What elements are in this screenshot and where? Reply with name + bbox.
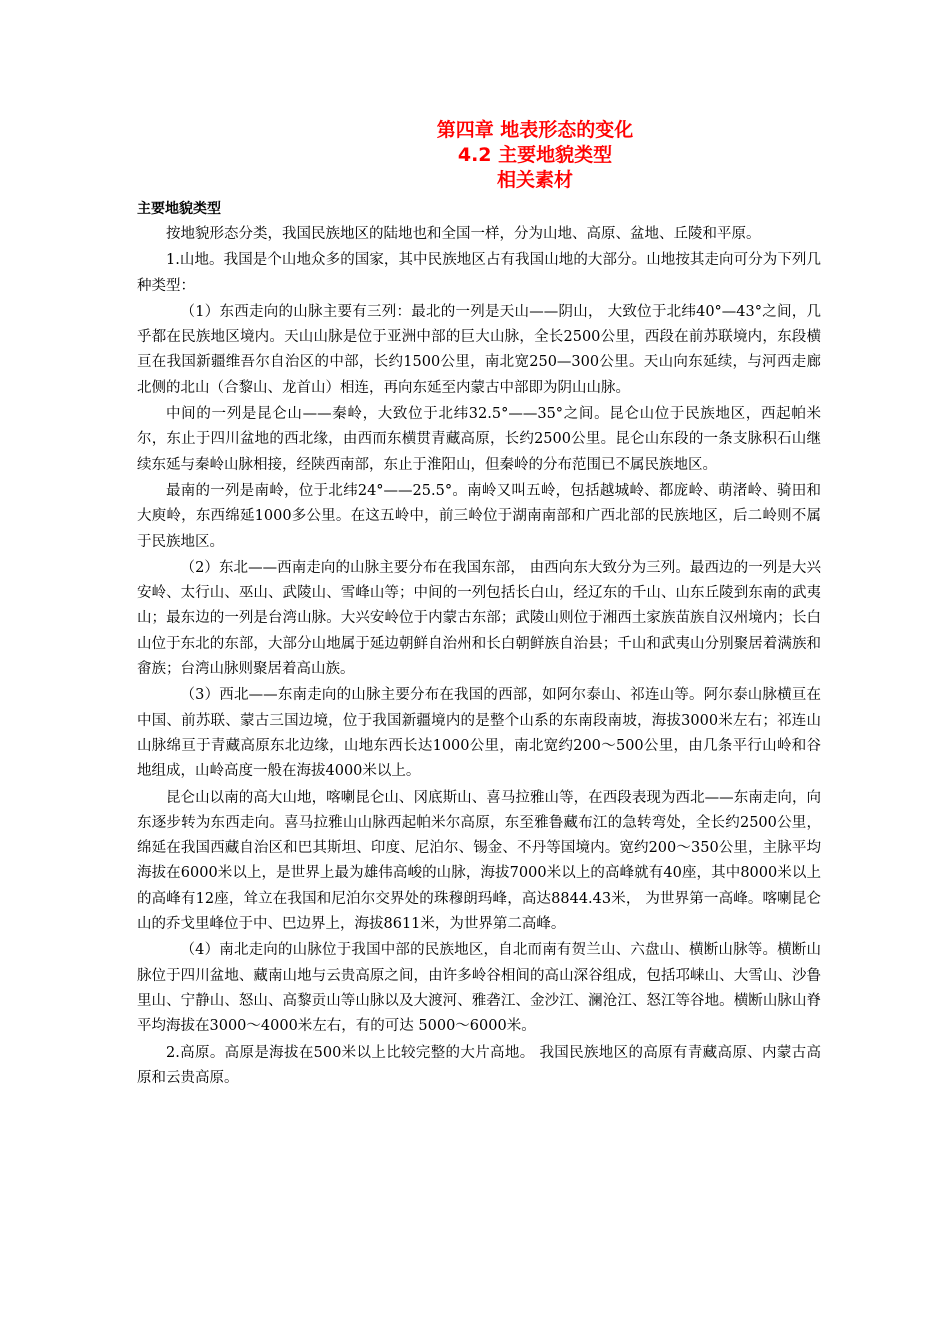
paragraph: 按地貌形态分类，我国民族地区的陆地也和全国一样，分为山地、高原、盆地、丘陵和平原。 xyxy=(166,226,761,242)
document-body xyxy=(137,197,821,1091)
title-block xyxy=(0,118,950,193)
section-title: 4.2 主要地貌类型 xyxy=(457,144,613,166)
paragraph: 最南的一列是南岭，位于北纬24°——25.5°。南岭又叫五岭，包括越城岭、都庞岭、萌渚岭、骑田和大庾岭，东西绵延1000多公里。在这五岭中，前三岭位于湖南南部和广西北部的民族地区，后二岭则不属于民族地区。 xyxy=(137,482,821,550)
paragraph: （3）西北——东南走向的山脉主要分布在我国的西部，如阿尔泰山、祁连山等。阿尔泰山脉横亘在中国、前苏联、蒙古三国边境，位于我国新疆境内的是整个山系的东南段南坡，海拔3000米左右；祁连山山脉绵亘于青藏高原东北边缘，山地东西长达1000公里，南北宽约200～500公里，由几条平行山岭和谷地组成，山岭高度一般在海拔4000米以上。 xyxy=(137,687,821,780)
paragraph: 昆仑山以南的高大山地，喀喇昆仑山、冈底斯山、喜马拉雅山等，在西段表现为西北——东南走向，向东逐步转为东西走向。喜马拉雅山山脉西起帕米尔高原，东至雅鲁藏布江的急转弯处，全长约2500公里，绵延在我国西藏自治区和巴其斯坦、印度、尼泊尔、锡金、不丹等国境内。宽约200～350公里，主脉平均海拔在6000米以上，是世界上最为雄伟高峻的山脉，海拔7000米以上的高峰就有40座，其中8000米以上的高峰有12座，耸立在我国和尼泊尔交界处的珠穆朗玛峰，高达8844.43米， 为世界第一高峰。喀喇昆仑山的乔戈里峰位于中、巴边界上，海拔8611米，为世界第二高峰。 xyxy=(137,789,821,933)
subtitle: 相关素材 xyxy=(496,169,573,191)
paragraph: （2）东北——西南走向的山脉主要分布在我国东部， 由西向东大致分为三列。最西边的一列是大兴安岭、太行山、巫山、武陵山、雪峰山等；中间的一列包括长白山，经辽东的千山、山东丘陵到东南的武夷山；最东边的一列是台湾山脉。大兴安岭位于内蒙古东部；武陵山则位于湘西土家族苗族自汉州境内；长白山位于东北的东部，大部分山地属于延边朝鲜自治州和长白朝鲜族自治县；千山和武夷山分别聚居着满族和畲族；台湾山脉则聚居着高山族。 xyxy=(137,559,821,678)
paragraph: （1）东西走向的山脉主要有三列：最北的一列是天山——阴山， 大致位于北纬40°—43°之间，几乎都在民族地区境内。天山山脉是位于亚洲中部的巨大山脉，全长2500公里，西段在前苏联境内，东段横亘在我国新疆维吾尔自治区的中部，长约1500公里，南北宽250—300公里。天山向东延续，与河西走廊北侧的北山（合黎山、龙首山）相连，再向东延至内蒙古中部即为阴山山脉。 xyxy=(137,303,821,396)
paragraph: （4）南北走向的山脉位于我国中部的民族地区，自北而南有贺兰山、六盘山、横断山脉等。横断山脉位于四川盆地、藏南山地与云贵高原之间，由许多岭谷相间的高山深谷组成，包括邛崃山、大雪山、沙鲁里山、宁静山、怒山、高黎贡山等山脉以及大渡河、雅砻江、金沙江、澜沧江、怒江等谷地。横断山脉山脊平均海拔在3000～4000米左右，有的可达 5000～6000米。 xyxy=(137,942,821,1035)
chapter-title: 第四章 地表形态的变化 xyxy=(436,119,634,141)
paragraph: 中间的一列是昆仑山——秦岭，大致位于北纬32.5°——35°之间。昆仑山位于民族地区，西起帕米尔，东止于四川盆地的西北缘，由西而东横贯青藏高原，长约2500公里。昆仑山东段的一条支脉积石山继续东延与秦岭山脉相接，经陕西南部，东止于淮阳山，但秦岭的分布范围已不属民族地区。 xyxy=(137,406,821,473)
paragraph: 2.高原。高原是海拔在500米以上比较完整的大片高地。 我国民族地区的高原有青藏高原、内蒙古高原和云贵高原。 xyxy=(137,1044,821,1086)
paragraph: 1.山地。我国是个山地众多的国家，其中民族地区占有我国山地的大部分。山地按其走向可分为下列几种类型： xyxy=(137,252,821,294)
section-heading: 主要地貌类型 xyxy=(137,201,221,217)
